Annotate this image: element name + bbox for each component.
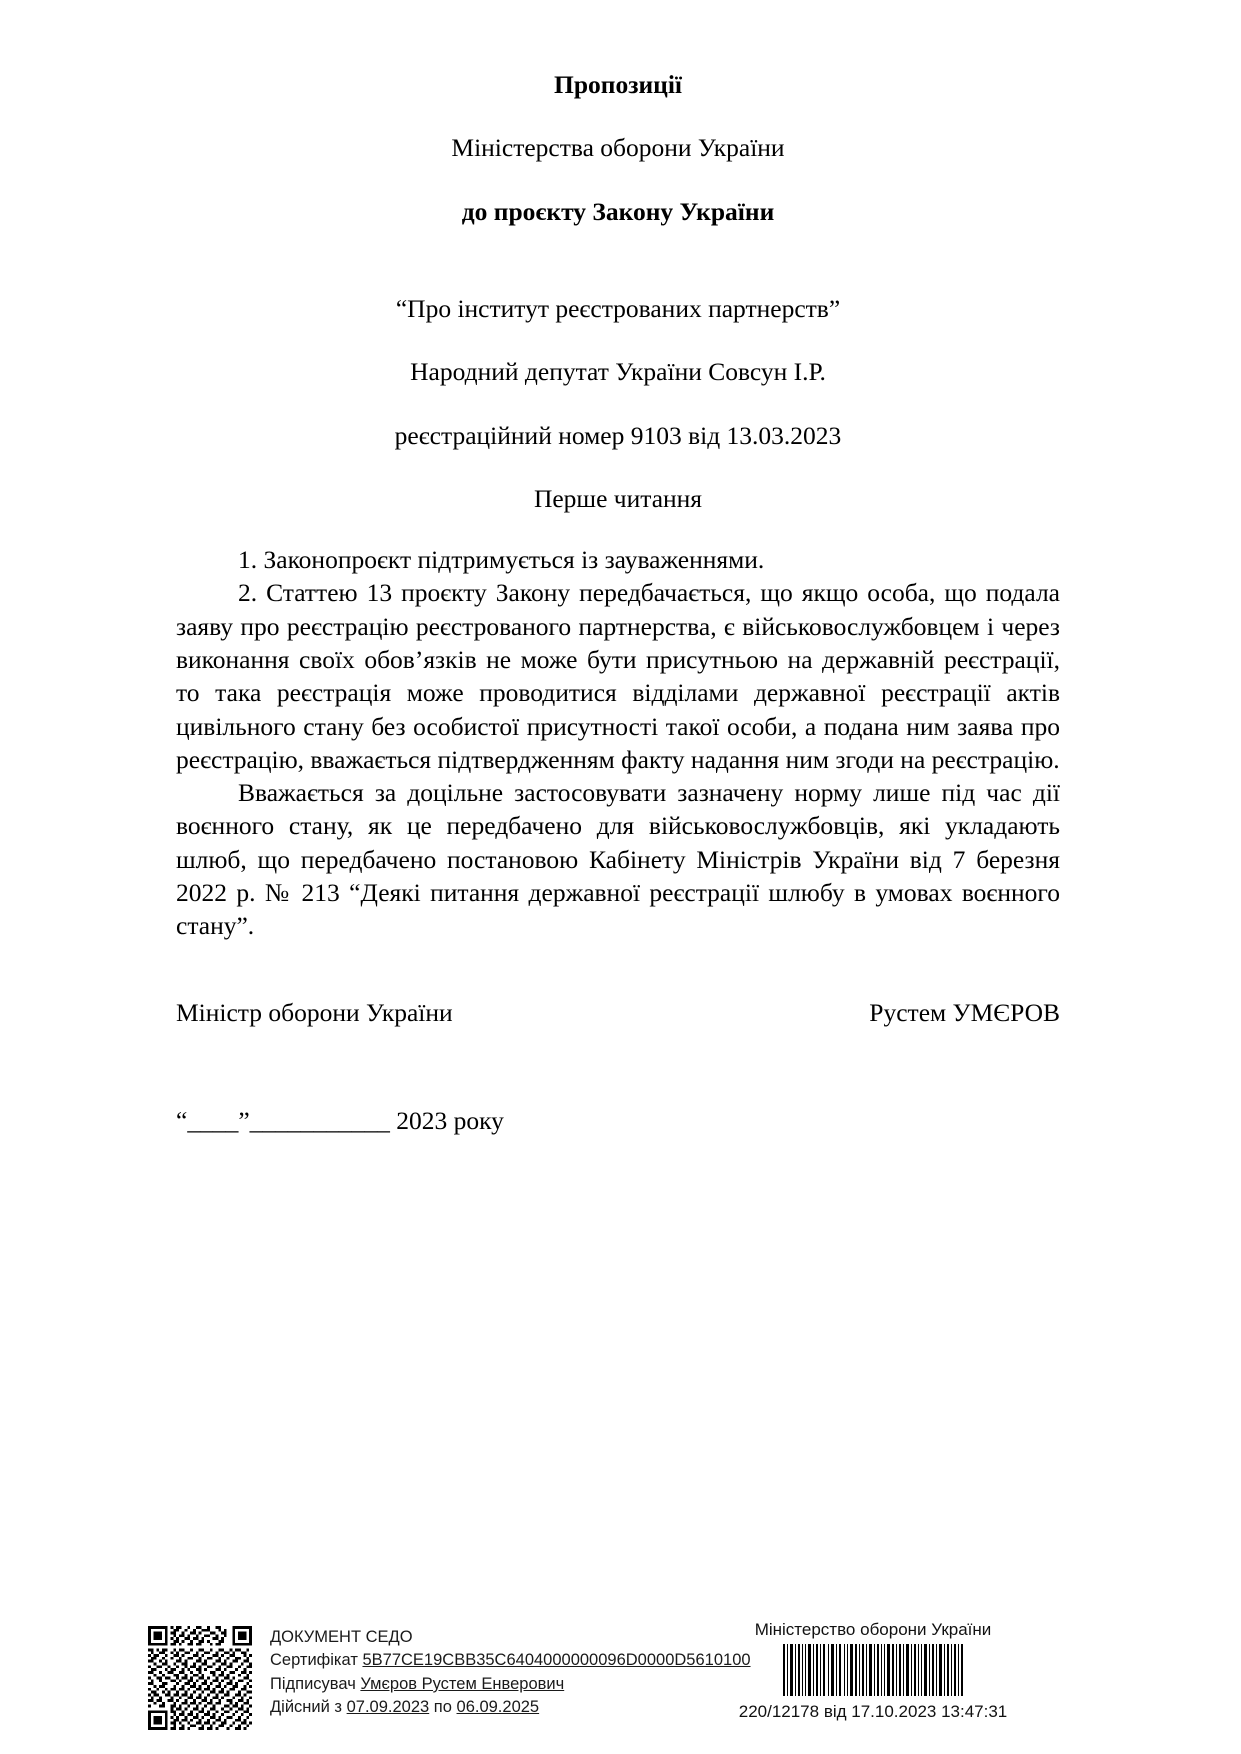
certificate-value: 5B77CE19CBB35C6404000000096D0000D5610100 xyxy=(362,1651,751,1670)
sedo-block xyxy=(148,1626,751,1730)
title-block xyxy=(176,0,1060,226)
signer-label: Підписувач xyxy=(270,1674,356,1693)
stamp-number: 220/12178 від 17.10.2023 13:47:31 xyxy=(738,1702,1008,1721)
sedo-header: ДОКУМЕНТ СЕДО xyxy=(270,1628,413,1646)
paragraph-item-3: Вважається за доцільне застосовувати зазначену норму лише під час дії воєнного стану, як це передбачено для військовослужбовців, які укладають шлюб, що передбачено постановою Кабінету Міністрів України від 7 березня 2022 р. № 213 “Деякі питання державної реєстрації шлюбу в умовах воєнного стану”. xyxy=(176,778,1060,941)
spacer xyxy=(176,387,1060,421)
validity-mid: по xyxy=(433,1698,452,1717)
document-body xyxy=(176,0,1060,1136)
reading-line: Перше читання xyxy=(533,483,703,513)
document-footer xyxy=(0,1618,1241,1754)
page-title: Пропозиції xyxy=(553,70,682,99)
signer-value: Умєров Рустем Енверович xyxy=(360,1674,565,1693)
spacer xyxy=(176,513,1060,543)
validity-row xyxy=(270,1696,751,1719)
signer-row xyxy=(270,1673,751,1696)
spacer xyxy=(176,99,1060,133)
qr-code-icon xyxy=(148,1626,252,1730)
spacer xyxy=(176,226,1060,264)
author-line: Народний депутат України Совсун І.Р. xyxy=(410,357,826,387)
stamp-title: Міністерство оборони України xyxy=(754,1620,992,1639)
barcode-icon xyxy=(781,1644,965,1696)
validity-from: 07.09.2023 xyxy=(346,1698,430,1717)
paragraph-item-2: 2. Статтею 13 проєкту Закону передбачається, що якщо особа, що подала заяву про реєстрацію реєстрованого партнерства, є військовослужбовцем і через виконання своїх обов’язків не може бути присутньою на державній реєстрації, то така реєстрація може проводитися відділами державної реєстрації актів цивільного стану без особистої присутності такої особи, а подана ним заява про реєстрацію, вважається підтвердженням факту надання ним згоди на реєстрацію. xyxy=(176,578,1060,774)
sedo-details xyxy=(270,1626,751,1720)
signer-name: Рустем УМЄРОВ xyxy=(869,998,1060,1028)
spacer xyxy=(176,264,1060,294)
spacer xyxy=(176,163,1060,197)
signer-role: Міністр оборони України xyxy=(176,998,453,1028)
certificate-label: Сертифікат xyxy=(270,1651,358,1670)
certificate-row xyxy=(270,1649,751,1672)
validity-label: Дійсний з xyxy=(270,1698,343,1717)
paragraph-item-1: 1. Законопроєкт підтримується із зауваженнями. xyxy=(238,545,765,575)
spacer xyxy=(176,323,1060,357)
stamp-block xyxy=(723,1620,1023,1722)
spacer xyxy=(176,450,1060,484)
law-name-line: “Про інститут реєстрованих партнерств” xyxy=(395,293,841,323)
validity-to: 06.09.2025 xyxy=(456,1698,540,1717)
subject-line: до проєкту Закону України xyxy=(461,196,775,226)
signature-row xyxy=(176,998,1060,1028)
date-line: “____”___________ 2023 року xyxy=(176,1106,504,1136)
organization-line: Міністерства оборони України xyxy=(451,133,785,163)
registration-line: реєстраційний номер 9103 від 13.03.2023 xyxy=(394,420,842,450)
